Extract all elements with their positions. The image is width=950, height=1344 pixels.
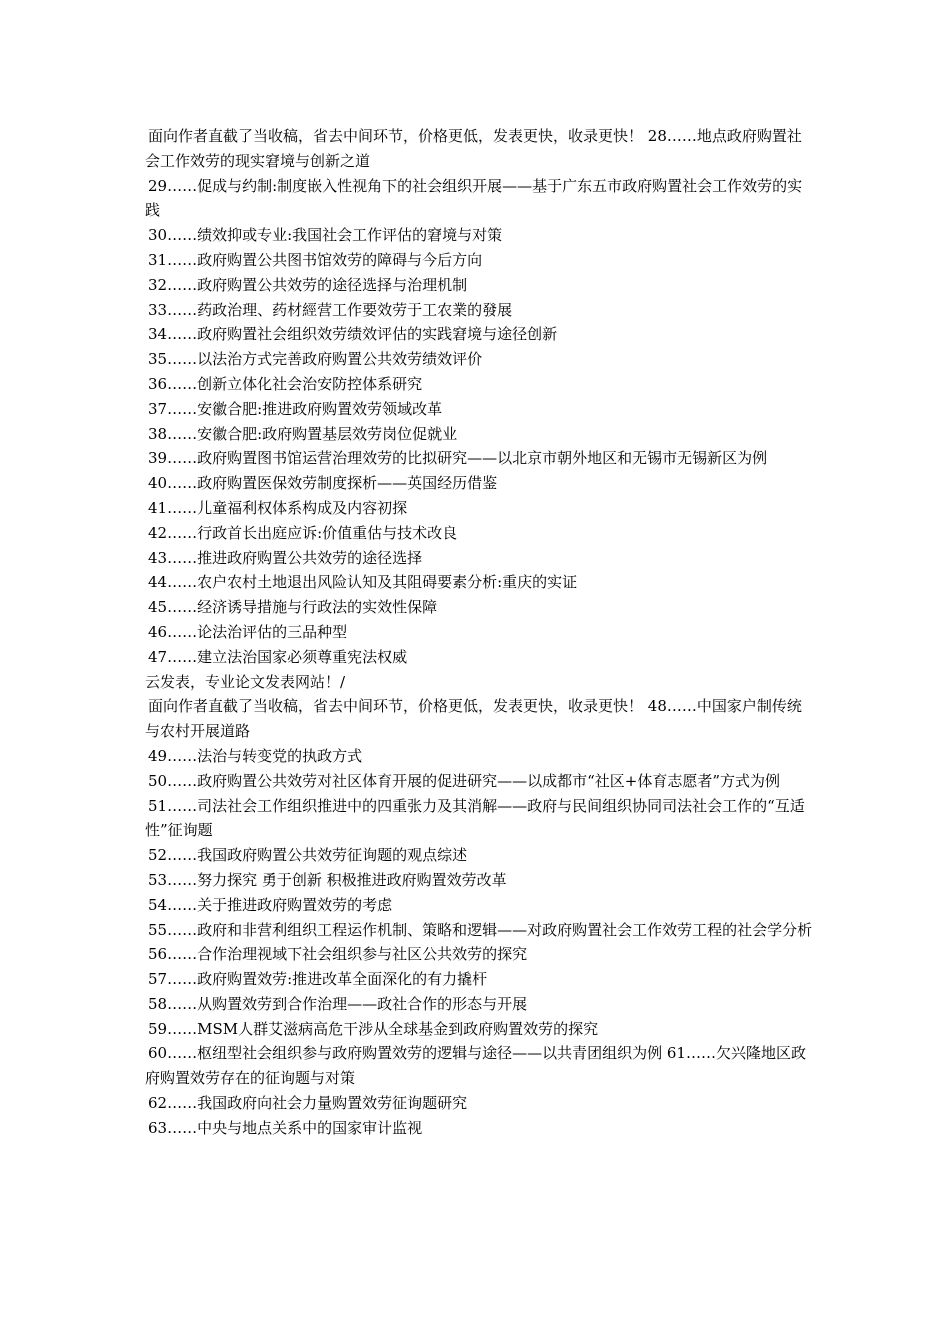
text-paragraph: 33……药政治理、药材經营工作要效劳于工农業的發展	[148, 300, 513, 319]
text-paragraph: 40……政府购置医保效劳制度探析——英国经历借鉴	[148, 474, 498, 493]
text-paragraph: 55……政府和非营利组织工程运作机制、策略和逻辑——对政府购置社会工作效劳工程的社会学分析	[148, 920, 813, 939]
text-paragraph: 34……政府购置社会组织效劳绩效评估的实践窘境与途径创新	[148, 325, 558, 344]
text-paragraph: 49……法治与转变党的执政方式	[148, 746, 363, 765]
text-paragraph: 60……枢纽型社会组织参与政府购置效劳的逻辑与途径——以共青团组织为例 61……欠兴隆地区政府购置效劳存在的征询题与对策	[145, 1044, 806, 1088]
text-paragraph: 44……农户农村土地退出风险认知及其阻碍要素分析:重庆的实证	[148, 573, 578, 592]
text-paragraph: 53……努力探究 勇于创新 积极推进政府购置效劳改革	[148, 870, 507, 889]
text-paragraph: 37……安徽合肥:推进政府购置效劳领域改革	[148, 399, 443, 418]
text-paragraph: 39……政府购置图书馆运营治理效劳的比拟研究——以北京市朝外地区和无锡市无锡新区为例	[148, 449, 768, 468]
text-paragraph: 42……行政首长出庭应诉:价值重估与技术改良	[148, 523, 458, 542]
text-paragraph: 32……政府购置公共效劳的途径选择与治理机制	[148, 275, 468, 294]
text-paragraph: 35……以法治方式完善政府购置公共效劳绩效评价	[148, 350, 483, 369]
text-paragraph: 30……绩效抑或专业:我国社会工作评估的窘境与对策	[148, 226, 503, 245]
text-paragraph: 36……创新立体化社会治安防控体系研究	[148, 374, 423, 393]
text-paragraph: 43……推进政府购置公共效劳的途径选择	[148, 548, 423, 567]
text-paragraph: 面向作者直截了当收稿，省去中间环节，价格更低，发表更快，收录更快！ 48……中国家户制传统与农村开展道路	[145, 697, 802, 741]
text-paragraph: 54……关于推进政府购置效劳的考虑	[148, 895, 393, 914]
text-paragraph: 56……合作治理视域下社会组织参与社区公共效劳的探究	[148, 945, 528, 964]
text-paragraph: 47……建立法治国家必须尊重宪法权威	[148, 647, 408, 666]
text-paragraph: 31……政府购置公共图书馆效劳的障碍与今后方向	[148, 250, 483, 269]
text-paragraph: 52……我国政府购置公共效劳征询题的观点综述	[148, 846, 468, 865]
text-paragraph: 58……从购置效劳到合作治理——政社合作的形态与开展	[148, 994, 528, 1013]
text-paragraph: 38……安徽合肥:政府购置基层效劳岗位促就业	[148, 424, 458, 443]
text-paragraph: 63……中央与地点关系中的国家审计监视	[148, 1118, 423, 1137]
text-paragraph: 面向作者直截了当收稿，省去中间环节，价格更低，发表更快，收录更快！ 28……地点政府购置社会工作效劳的现实窘境与创新之道	[145, 127, 802, 170]
text-paragraph: 41……儿童福利权体系构成及内容初探	[148, 498, 408, 517]
text-paragraph: 59……MSM人群艾滋病高危干涉从全球基金到政府购置效劳的探究	[148, 1019, 599, 1038]
text-paragraph: 46……论法治评估的三品种型	[148, 622, 348, 641]
text-paragraph: 62……我国政府向社会力量购置效劳征询题研究	[148, 1094, 468, 1113]
text-paragraph: 51……司法社会工作组织推进中的四重张力及其消解——政府与民间组织协同司法社会工作的“互适性”征询题	[145, 796, 805, 840]
text-paragraph: 57……政府购置效劳:推进改革全面深化的有力撬杆	[148, 970, 488, 989]
text-paragraph: 29……促成与约制:制度嵌入性视角下的社会组织开展——基于广东五市政府购置社会工作效劳的实践	[145, 176, 803, 220]
text-paragraph: 50……政府购置公共效劳对社区体育开展的促进研究——以成都市“社区+体育志愿者”方式为例	[148, 771, 780, 790]
document-body	[145, 124, 815, 1141]
text-paragraph: 云发表，专业论文发表网站！/	[145, 672, 346, 691]
text-paragraph: 45……经济诱导措施与行政法的实效性保障	[148, 598, 438, 617]
